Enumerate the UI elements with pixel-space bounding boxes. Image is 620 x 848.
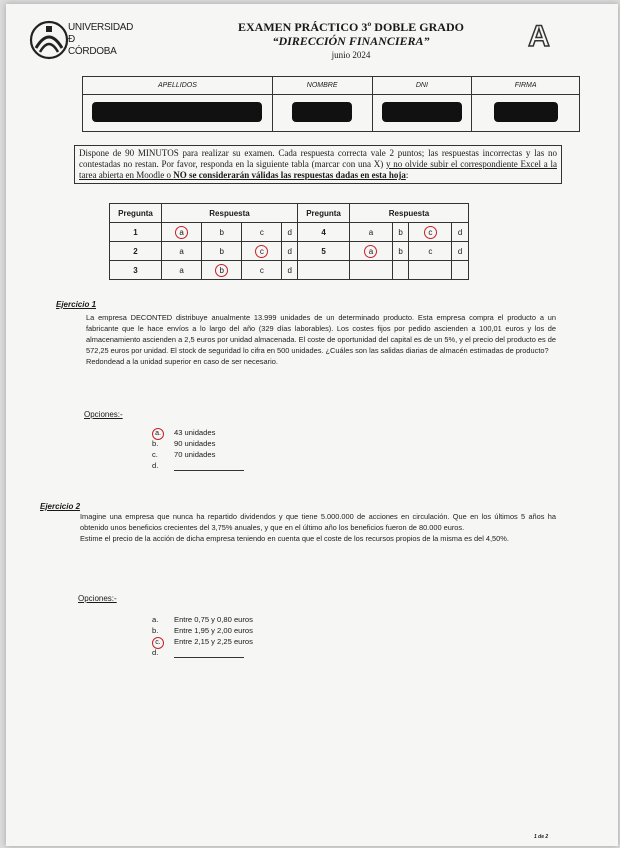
- option-d: [152, 461, 244, 471]
- option-a: [152, 615, 253, 625]
- question-number: 2: [110, 242, 162, 261]
- answer-letter: d: [457, 246, 463, 256]
- option-text: 43 unidades: [174, 428, 216, 437]
- answer-letter: b: [398, 227, 403, 237]
- marked-answer: a: [364, 245, 377, 258]
- option-letter: [152, 648, 174, 658]
- header-pregunta-right: Pregunta: [298, 204, 350, 223]
- ejercicio-1-title: Ejercicio 1: [56, 300, 97, 309]
- option-text: Entre 2,15 y 2,25 euros: [174, 637, 253, 646]
- option-b: [152, 439, 215, 449]
- nombre-redacted: [272, 95, 372, 132]
- answer-letter: b: [219, 246, 224, 256]
- option-letter-text: c.: [152, 450, 158, 459]
- answer-option-cell[interactable]: [202, 223, 242, 242]
- header-respuesta-left: Respuesta: [162, 204, 298, 223]
- question-number: [298, 261, 350, 280]
- answer-row: [110, 223, 469, 242]
- option-letter-text: b.: [152, 626, 159, 635]
- answer-letter: a: [368, 227, 374, 237]
- option-d: [152, 648, 244, 658]
- option-letter-text: d.: [152, 648, 159, 657]
- option-blank-line: [174, 650, 244, 658]
- exam-subject: “DIRECCIÓN FINANCIERA”: [272, 34, 430, 48]
- answer-row: [110, 242, 469, 261]
- header-pregunta-left: Pregunta: [110, 204, 162, 223]
- answer-option-cell[interactable]: [392, 242, 409, 261]
- answer-option-cell[interactable]: [350, 223, 393, 242]
- option-letter: [152, 461, 174, 471]
- answer-option-cell[interactable]: [202, 261, 242, 280]
- marked-answer: c: [255, 245, 268, 258]
- option-blank-line: [174, 463, 244, 471]
- marked-answer: c: [424, 226, 437, 239]
- answer-letter: b: [398, 246, 403, 256]
- marked-option-letter: c.: [152, 637, 164, 649]
- answer-letter: c: [259, 227, 264, 237]
- answer-letter: d: [287, 265, 292, 275]
- header-respuesta-right: Respuesta: [350, 204, 469, 223]
- answer-option-cell[interactable]: [350, 261, 393, 280]
- question-number: 4: [298, 223, 350, 242]
- answer-option-cell[interactable]: [162, 242, 202, 261]
- answer-option-cell[interactable]: [452, 242, 469, 261]
- option-letter-text: a.: [152, 615, 159, 624]
- exam-title-block: [206, 20, 496, 62]
- option-text: Entre 1,95 y 2,00 euros: [174, 626, 253, 635]
- answer-letter: b: [219, 227, 224, 237]
- answer-grid: [109, 203, 469, 280]
- option-c: [152, 450, 215, 460]
- dni-redacted: [372, 95, 472, 132]
- col-nombre: NOMBRE: [272, 77, 372, 95]
- answer-option-cell[interactable]: [242, 242, 282, 261]
- exam-date: junio 2024: [331, 50, 371, 60]
- answer-option-cell[interactable]: [409, 242, 452, 261]
- answer-option-cell[interactable]: [392, 223, 409, 242]
- answer-option-cell[interactable]: [409, 223, 452, 242]
- option-letter: [152, 439, 174, 449]
- answer-option-cell[interactable]: [350, 242, 393, 261]
- answer-letter: a: [179, 265, 184, 275]
- ejercicio-1-options-label: Opciones:-: [84, 410, 123, 419]
- exam-version-letter: A: [528, 20, 550, 53]
- exam-sheet: [6, 4, 618, 846]
- answer-letter: d: [287, 227, 292, 237]
- col-apellidos: APELLIDOS: [83, 77, 273, 95]
- col-firma: FIRMA: [472, 77, 580, 95]
- marked-answer: a: [175, 226, 188, 239]
- answer-letter: d: [457, 227, 463, 237]
- answer-letter: c: [428, 246, 433, 256]
- answer-row: [110, 261, 469, 280]
- firma-redacted: [472, 95, 580, 132]
- option-letter: [152, 626, 174, 636]
- answer-option-cell[interactable]: [282, 261, 298, 280]
- option-letter: [152, 450, 174, 460]
- col-dni: DNI: [372, 77, 472, 95]
- answer-option-cell[interactable]: [162, 223, 202, 242]
- university-logo-icon: [28, 18, 70, 62]
- apellidos-redacted: [83, 95, 273, 132]
- option-letter-text: d.: [152, 461, 159, 470]
- answer-option-cell[interactable]: [392, 261, 409, 280]
- option-text: 90 unidades: [174, 439, 216, 448]
- answer-option-cell[interactable]: [282, 242, 298, 261]
- answer-option-cell[interactable]: [162, 261, 202, 280]
- option-text: Entre 0,75 y 0,80 euros: [174, 615, 253, 624]
- university-name: UNIVERSIDAD Ð CÓRDOBA: [68, 22, 134, 57]
- answer-letter: d: [287, 246, 292, 256]
- answer-option-cell[interactable]: [409, 261, 452, 280]
- exam-title: EXAMEN PRÁCTICO 3º DOBLE GRADO: [238, 20, 464, 34]
- answer-option-cell[interactable]: [452, 261, 469, 280]
- question-number: 3: [110, 261, 162, 280]
- answer-option-cell[interactable]: [282, 223, 298, 242]
- instructions-box: Dispone de 90 MINUTOS para realizar su examen. Cada respuesta correcta vale 2 puntos; las respuestas incorrectas y las no contestadas no restan. Por favor, responda en la siguiente tabla (marcar con una X) y no olvide subir el correspondiente Excel a la tarea abierta en Moodle o NO se considerarán válidas las respuestas dadas en esta hoja:: [74, 145, 562, 184]
- answer-option-cell[interactable]: [242, 261, 282, 280]
- question-number: 5: [298, 242, 350, 261]
- answer-letter: c: [259, 265, 264, 275]
- question-number: 1: [110, 223, 162, 242]
- marked-answer: b: [215, 264, 228, 277]
- page-number: 1 de 2: [534, 834, 549, 840]
- answer-letter: a: [179, 246, 184, 256]
- option-letter: [152, 615, 174, 625]
- ejercicio-2-options-label: Opciones:-: [78, 594, 117, 603]
- answer-option-cell[interactable]: [242, 223, 282, 242]
- ejercicio-1-body: La empresa DECONTED distribuye anualmente 13.999 unidades de un determinado producto. Esta empresa compra el producto a un fabricante que le hace envíos a lo largo del año (329 días laborables). Los costes fijos por pedido ascienden a 100,01 euros y los de almacenamiento ascienden a 2,5 euros por unidad almacenada. El coste de oportunidad del capital es de un 5%, y el precio del producto es de 572,25 euros por unidad. El stock de seguridad lo cifra en 500 unidades. ¿Cuáles son las salidas diarias de almacén estimadas de producto? Redondead a la unidad superior en caso de ser necesario.: [86, 313, 556, 366]
- answer-option-cell[interactable]: [452, 223, 469, 242]
- option-text: 70 unidades: [174, 450, 216, 459]
- option-letter-text: b.: [152, 439, 159, 448]
- student-info-table: [82, 76, 580, 132]
- answer-option-cell[interactable]: [202, 242, 242, 261]
- ejercicio-2-title: Ejercicio 2: [40, 502, 81, 511]
- ejercicio-2-body: Imagine una empresa que nunca ha repartido dividendos y que tiene 5.000.000 de acciones en circulación. Que en los últimos 5 años ha obtenido unos beneficios crecientes del 3,75% anuales, y que en el último año los beneficios fueron de 80.000 euros. Estime el precio de la acción de dicha empresa teniendo en cuenta que el coste de los recursos propios de la misma es del 4,50%.: [80, 512, 556, 543]
- option-b: [152, 626, 253, 636]
- marked-option-letter: a.: [152, 428, 164, 440]
